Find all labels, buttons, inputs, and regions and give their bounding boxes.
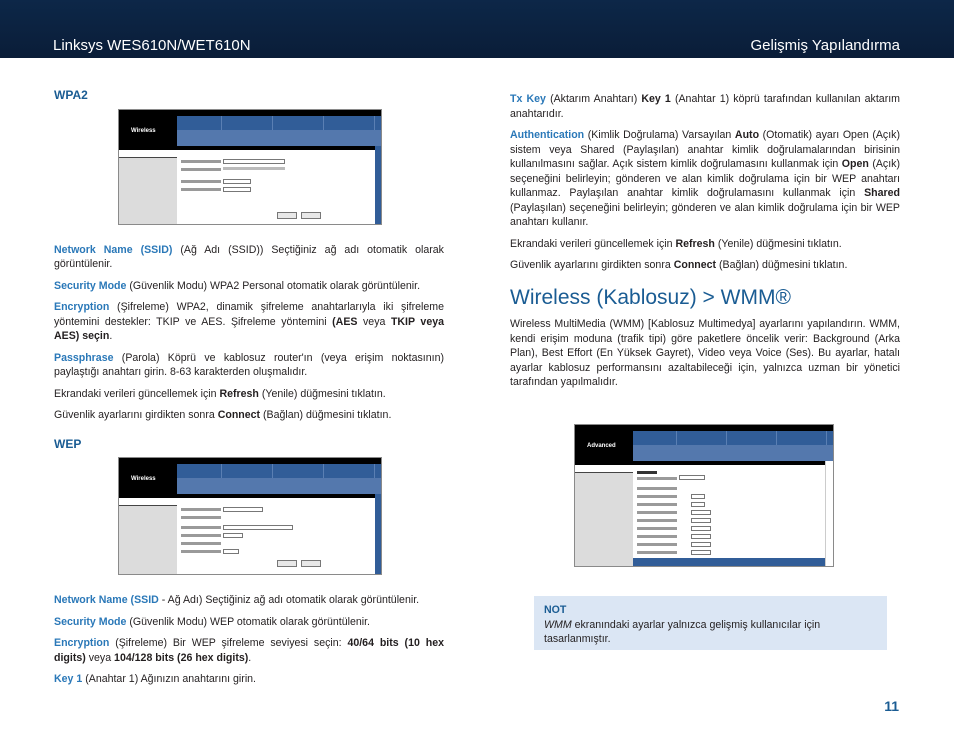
left-column [54, 88, 444, 694]
wpa2-screenshot [118, 109, 382, 225]
header-bar [0, 0, 954, 58]
wpa2-ssid-desc: Network Name (SSID) (Ağ Adı (SSID)) Seçtiğiniz ağ adı otomatik olarak görüntülenir. [54, 243, 444, 270]
wep-screenshot-label: Wireless [119, 458, 177, 494]
wmm-title: Wireless (Kablosuz) > WMM® [510, 285, 791, 309]
tx-key-desc: Tx Key (Aktarım Anahtarı) Key 1 (Anahtar 1) köprü tarafından kullanılan aktarım anahtarıdır. [510, 93, 900, 120]
section-name: Gelişmiş Yapılandırma [750, 37, 900, 54]
wpa2-security-mode-desc: Security Mode (Güvenlik Modu) WPA2 Personal otomatik olarak görüntülenir. [54, 279, 421, 292]
wep-security-mode-desc: Security Mode (Güvenlik Modu) WEP otomatik olarak görüntülenir. [54, 615, 370, 628]
wep-heading: WEP [54, 436, 82, 451]
wmm-desc: Wireless MultiMedia (WMM) [Kablosuz Multimedya] ayarlarını yapılandırın. WMM, kendi erişim moduna (trafik tipi) göre paketlere öncelik verir: Background (Arka Plan), Best Effort (En Yüksek Gayret), Video veya Voice (Ses). Bu ayarlar, hatalı ayarlar kablosuz performansını azaltabileceği için, yalnızca uzman bir yönetici tarafından yapılmalıdır. [510, 318, 900, 388]
wpa2-refresh-desc: Ekrandaki verileri güncellemek için Refresh (Yenile) düğmesini tıklatın. [54, 387, 386, 400]
wmm-screenshot [574, 424, 834, 567]
wpa2-connect-desc: Güvenlik ayarlarını girdikten sonra Connect (Bağlan) düğmesini tıklatın. [54, 409, 392, 421]
wmm-screenshot-label: Advanced [575, 425, 633, 461]
wpa2-screenshot-label: Wireless [119, 110, 177, 146]
wep-connect-desc: Güvenlik ayarlarını girdikten sonra Connect (Bağlan) düğmesini tıklatın. [510, 259, 848, 271]
right-column [510, 92, 900, 567]
wpa2-passphrase-desc: Passphrase (Parola) Köprü ve kablosuz router'ın (veya erişim noktasının) paylaştığı anahtarı girin. 8-63 karakterden oluşmalıdır. [54, 351, 444, 378]
authentication-desc: Authentication (Kimlik Doğrulama) Varsayılan Auto (Otomatik) ayarı Open (Açık) sistem veya Shared (Paylaşılan) anahtar kimlik doğrulamalarından birisinin kullanılmasını sağlar. Açık sistem kimlik doğrulamasını kullanmak için Open (Açık) seçeneğini belirleyin; gönderen ve alan kimlik doğrulama için bir WEP anahtarı kullanmaz. Paylaşılan anahtar kimlik doğrulamasını kullanmak için Shared (Paylaşılan) seçeneğini belirleyin; gönderen ve alan kimlik doğrulama için bir WEP anahtarı kullanır. [510, 129, 900, 228]
wep-key1-desc: Key 1 (Anahtar 1) Ağınızın anahtarını girin. [54, 673, 257, 685]
note-heading: NOT [544, 604, 567, 616]
product-name: Linksys WES610N/WET610N [53, 37, 251, 54]
wep-refresh-desc: Ekrandaki verileri güncellemek için Refresh (Yenile) düğmesini tıklatın. [510, 237, 842, 250]
wep-screenshot [118, 457, 382, 575]
page-number: 11 [884, 698, 899, 714]
wpa2-heading: WPA2 [54, 88, 88, 102]
wep-encryption-desc: Encryption (Şifreleme) Bir WEP şifreleme seviyesi seçin: 40/64 bits (10 hex digits) veya 104/128 bits (26 hex digits). [54, 637, 444, 664]
wep-ssid-desc: Network Name (SSID - Ağ Adı) Seçtiğiniz ağ adı otomatik olarak görüntülenir. [54, 594, 420, 606]
wpa2-encryption-desc: Encryption (Şifreleme) WPA2, dinamik şifreleme anahtarlarıyla iki şifreleme yöntemini destekler: TKIP ve AES. Şifreleme yöntemini (AES veya TKIP veya AES) seçin. [54, 301, 444, 342]
note-text: WMM ekranındaki ayarlar yalnızca gelişmiş kullanıcılar için tasarlanmıştır. [544, 619, 821, 645]
note-box [534, 596, 887, 650]
